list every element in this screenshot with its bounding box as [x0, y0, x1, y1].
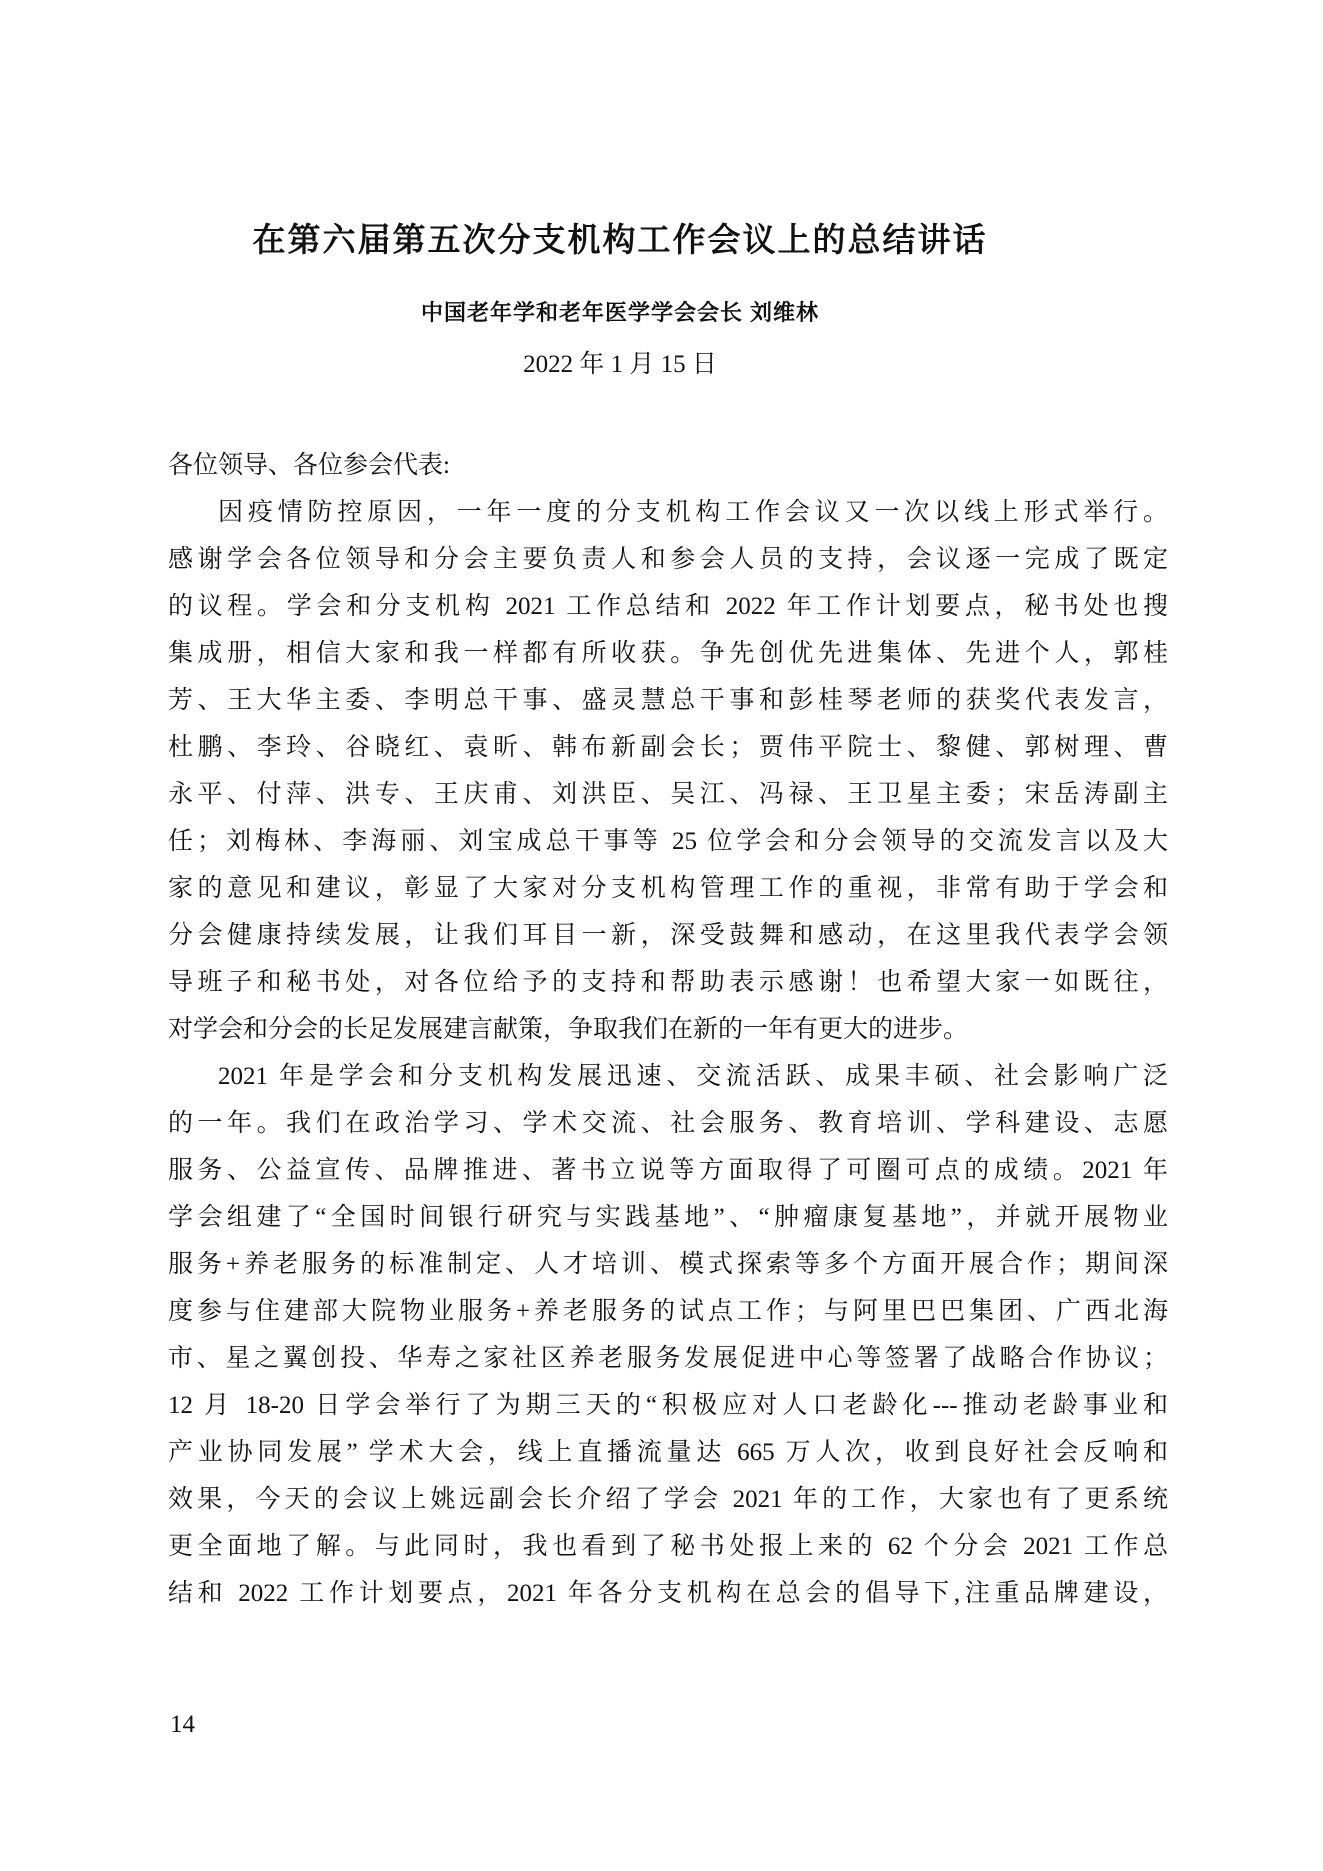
salutation: 各位领导、各位参会代表:	[168, 452, 450, 479]
paragraphs-container	[168, 489, 1168, 1617]
text-line: 结和 2022 工作计划要点，2021 年各分支机构在总会的倡导下,注重品牌建设，	[168, 1580, 1168, 1607]
text-line: 任；刘梅林、李海丽、刘宝成总干事等 25 位学会和分会领导的交流发言以及大	[168, 828, 1168, 855]
text-line: 效果，今天的会议上姚远副会长介绍了学会 2021 年的工作，大家也有了更系统	[168, 1486, 1168, 1513]
text-line: 感谢学会各位领导和分会主要负责人和参会人员的支持，会议逐一完成了既定	[168, 546, 1168, 573]
text-line: 芳、王大华主委、李明总干事、盛灵慧总干事和彭桂琴老师的获奖代表发言，	[168, 687, 1168, 714]
text-line: 永平、付萍、洪专、王庆甫、刘洪臣、吴江、冯禄、王卫星主委；宋岳涛副主	[168, 781, 1168, 808]
text-line: 服务、公益宣传、品牌推进、著书立说等方面取得了可圈可点的成绩。2021 年	[168, 1157, 1168, 1184]
text-line: 家的意见和建议，彰显了大家对分支机构管理工作的重视，非常有助于学会和	[168, 875, 1168, 902]
text-line: 学会组建了“全国时间银行研究与实践基地”、“肿瘤康复基地”，并就开展物业	[168, 1204, 1168, 1231]
text-line: 杜鹏、李玲、谷晓红、袁昕、韩布新副会长；贾伟平院士、黎健、郭树理、曹	[168, 734, 1168, 761]
text-line: 导班子和秘书处，对各位给予的支持和帮助表示感谢！也希望大家一如既往，	[168, 969, 1168, 996]
text-line: 集成册，相信大家和我一样都有所收获。争先创优先进集体、先进个人，郭桂	[168, 640, 1168, 667]
byline: 中国老年学和老年医学学会会长 刘维林	[420, 300, 820, 325]
document-body	[168, 442, 1168, 1617]
text-line: 的一年。我们在政治学习、学术交流、社会服务、教育培训、学科建设、志愿	[168, 1110, 1168, 1137]
text-line: 因疫情防控原因，一年一度的分支机构工作会议又一次以线上形式举行。	[218, 499, 1168, 526]
text-line: 产业协同发展” 学术大会，线上直播流量达 665 万人次，收到良好社会反响和	[168, 1439, 1168, 1466]
paragraph	[168, 1053, 1168, 1617]
date-line: 2022 年 1 月 15 日	[523, 351, 717, 378]
paragraph	[168, 489, 1168, 1053]
text-line: 12 月 18-20 日学会举行了为期三天的“积极应对人口老龄化---推动老龄事业和	[168, 1392, 1168, 1419]
text-line: 更全面地了解。与此同时，我也看到了秘书处报上来的 62 个分会 2021 工作总	[168, 1533, 1168, 1560]
page-title: 在第六届第五次分支机构工作会议上的总结讲话	[252, 221, 988, 258]
text-line: 分会健康持续发展，让我们耳目一新，深受鼓舞和感动，在这里我代表学会领	[168, 922, 1168, 949]
text-line: 2021 年是学会和分支机构发展迅速、交流活跃、成果丰硕、社会影响广泛	[218, 1063, 1168, 1090]
text-line: 服务+养老服务的标准制定、人才培训、模式探索等多个方面开展合作；期间深	[168, 1251, 1168, 1278]
text-line: 度参与住建部大院物业服务+养老服务的试点工作；与阿里巴巴集团、广西北海	[168, 1298, 1168, 1325]
text-line: 对学会和分会的长足发展建言献策，争取我们在新的一年有更大的进步。	[168, 1016, 969, 1043]
page-number: 14	[170, 1711, 195, 1738]
text-line: 的议程。学会和分支机构 2021 工作总结和 2022 年工作计划要点，秘书处也搜	[168, 593, 1168, 620]
text-line: 市、星之翼创投、华寿之家社区养老服务发展促进中心等签署了战略合作协议；	[168, 1345, 1168, 1372]
